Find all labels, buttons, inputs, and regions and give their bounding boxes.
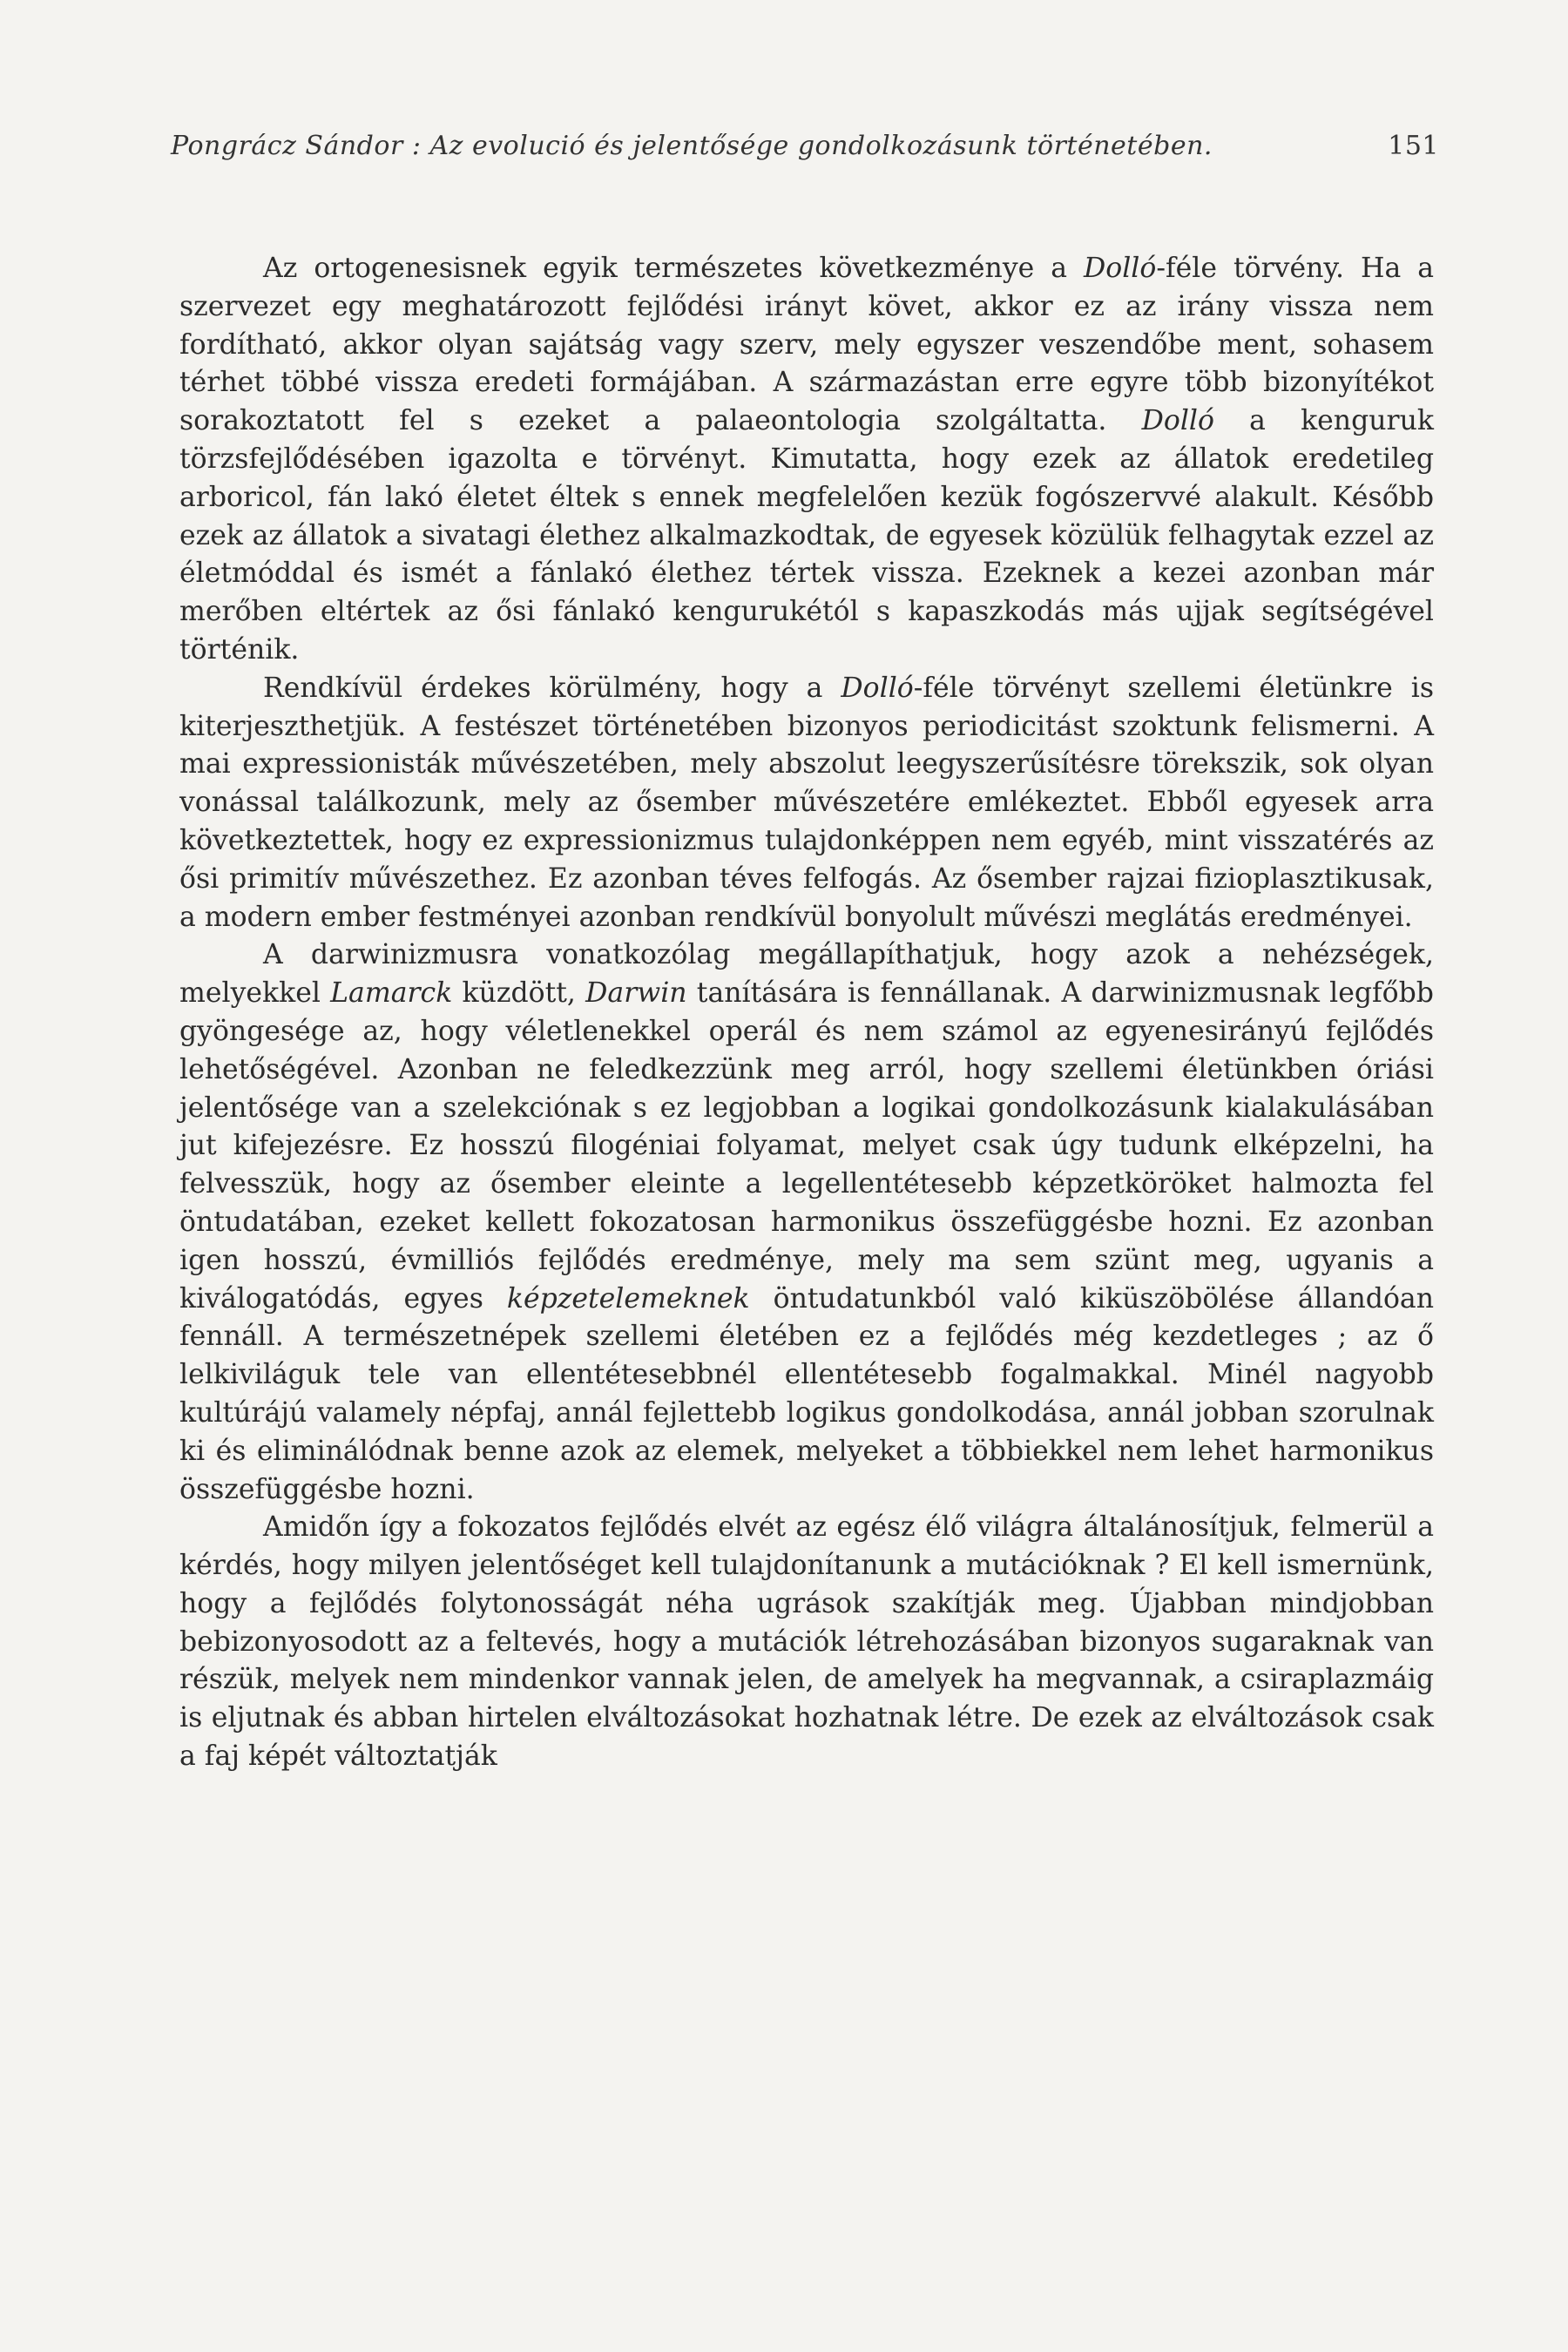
text-run: Rendkívül érdekes körülmény, hogy a — [263, 672, 841, 704]
text-run: a kenguruk törzsfejlődésében igazolta e törvényt. Kimutatta, hogy ezek az állatok eredetileg arboricol, fán lakó életet éltek s ennek megfelelően kezük fogószervvé alakult. Később ezek az állatok a sivatagi élethez alkalmazkodtak, de egyesek közülük felhagytak ezzel az életmóddal és ismét a fánlakó élethez tértek vissza. Ezeknek a kezei azonban már merőben eltértek az ősi fánlakó kengurukétól s kapaszkodás más ujjak segítségével történik. — [179, 405, 1434, 666]
text-run: tanítására is fennállanak. A darwinizmusnak legfőbb gyöngesége az, hogy véletlenekkel operál és nem számol az egyenesirányú fejlődés lehetőségével. Azonban ne feledkezzünk meg arról, hogy szellemi életünkben óriási jelentősége van a szelekciónak s ez legjobban a logikai gondolkozásunk kialakulásában jut kifejezésre. Ez hosszú filogéniai folyamat, melyet csak úgy tudunk elképzelni, ha felvesszük, hogy az ősember eleinte a legellentétesebb képzetköröket halmozta fel öntudatában, ezeket kellett fokozatosan harmonikus összefüggésbe hozni. Ez azonban igen hosszú, évmilliós fejlődés eredménye, mely ma sem szünt meg, ugyanis a kiválogatódás, egyes — [179, 977, 1434, 1315]
italic-text-run: Dolló — [1084, 253, 1157, 284]
paragraph — [179, 250, 1434, 670]
paragraph — [179, 670, 1434, 937]
body-text — [179, 250, 1434, 1776]
page-number: 151 — [1388, 131, 1439, 161]
text-run: küzdött, — [452, 977, 586, 1010]
text-run: öntudatunkból való kiküszöbölése állandóan fennáll. A természetnépek szellemi életében ez a fejlődés még kezdetleges ; az ő lelkiviláguk tele van ellentétesebbnél ellentétesebb fogalmakkal. Minél nagyobb kultúrájú valamely népfaj, annál fejlettebb logikus gondolkodása, annál jobban szorulnak ki és eliminálódnak benne azok az elemek, melyeket a többiekkel nem lehet harmonikus összefüggésbe hozni. — [179, 1282, 1434, 1505]
paragraph — [179, 1509, 1434, 1776]
text-run: -féle törvényt szellemi életünkre is kiterjeszthetjük. A festészet történetében bizonyos periodicitást szoktunk felismerni. A mai expressionisták művészetében, mely abszolut leegyszerűsítésre törekszik, sok olyan vonással találkozunk, mely az ősember művészetére emlékeztet. Ebből egyesek arra következtettek, hogy ez expressionizmus tulajdonképpen nem egyéb, mint visszatérés az ősi primitív művészethez. Ez azonban téves felfogás. Az ősember rajzai fizioplasztikusak, a modern ember festményei azonban rendkívül bonyolult művészi meglátás eredményei. — [179, 672, 1435, 933]
italic-text-run: Dolló — [841, 672, 914, 704]
italic-text-run: képzetelemeknek — [506, 1282, 750, 1315]
text-run: Az ortogenesisnek egyik természetes következménye a — [263, 253, 1084, 284]
text-run: A darwinizmusra vonatkozólag megállapíthatjuk, hogy azok a nehézségek, melyekkel — [179, 939, 1434, 1010]
running-header — [171, 131, 1439, 161]
italic-text-run: Darwin — [585, 977, 687, 1010]
italic-text-run: Dolló — [1141, 405, 1214, 437]
italic-text-run: Lamarck — [330, 977, 453, 1010]
text-run: -féle törvény. Ha a szervezet egy meghatározott fejlődési irányt követ, akkor ez az irány vissza nem fordítható, akkor olyan sajátság vagy szerv, mely egyszer veszendőbe ment, sohasem térhet többé vissza eredeti formájában. A származástan erre egyre több bizonyítékot sorakoztatott fel s ezeket a palaeontologia szolgáltatta. — [179, 253, 1434, 437]
running-title: Pongrácz Sándor : Az evolució és jelentősége gondolkozásunk történetében. — [171, 131, 1213, 161]
paragraph — [179, 936, 1434, 1509]
text-run: Amidőn így a fokozatos fejlődés elvét az egész élő világra általánosítjuk, felmerül a kérdés, hogy milyen jelentőséget kell tulajdonítanunk a mutációknak ? El kell ismernünk, hogy a fejlődés folytonosságát néha ugrások szakítják meg. Újabban mindjobban bebizonyosodott az a feltevés, hogy a mutációk létrehozásában bizonyos sugaraknak van részük, melyek nem mindenkor vannak jelen, de amelyek ha megvannak, a csiraplazmáig is eljutnak és abban hirtelen elváltozásokat hozhatnak létre. De ezek az elváltozások csak a faj képét változtatják — [179, 1511, 1434, 1773]
